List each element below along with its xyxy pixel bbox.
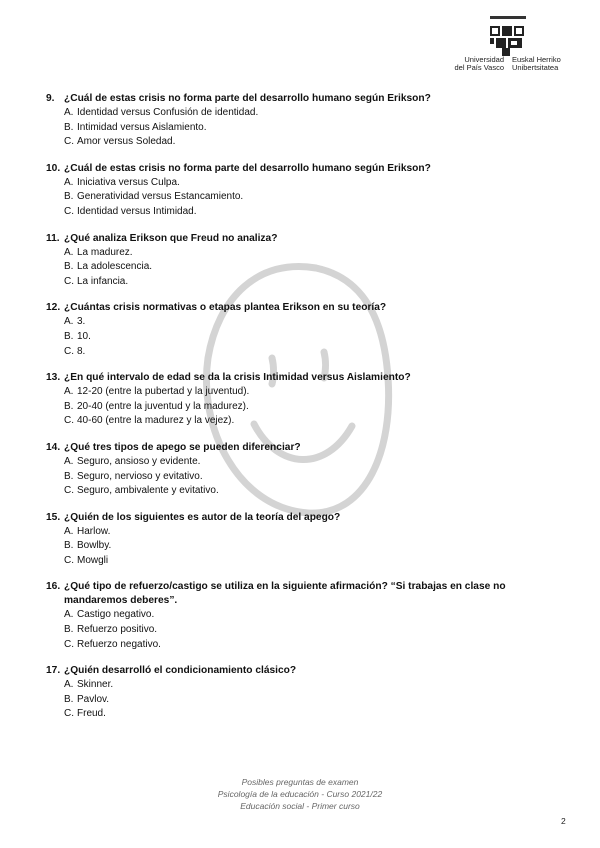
option-label: B.	[64, 540, 74, 552]
option-text: La madurez.	[77, 246, 133, 258]
option-label: B.	[64, 470, 74, 482]
logo-left-line2: del País Vasco	[454, 63, 504, 72]
option-text: Castigo negativo.	[77, 609, 155, 621]
option-label: C.	[64, 205, 74, 217]
option-text: Iniciativa versus Culpa.	[77, 176, 180, 188]
option-list	[46, 385, 566, 429]
logo-text-spanish	[448, 56, 504, 72]
option-text: 10.	[77, 330, 91, 342]
option-label: A.	[64, 679, 74, 691]
option-c	[64, 638, 566, 653]
question-number: 14.	[46, 441, 61, 453]
question-number: 10.	[46, 162, 61, 174]
option-a	[64, 608, 566, 623]
option-a	[64, 315, 566, 330]
question-text: ¿Quién desarrolló el condicionamiento clásico?	[64, 665, 297, 677]
question-text: ¿En qué intervalo de edad se da la crisis Intimidad versus Aislamiento?	[64, 372, 411, 384]
option-label: A.	[64, 455, 74, 467]
option-list	[46, 315, 566, 359]
option-text: Identidad versus Intimidad.	[77, 205, 197, 217]
option-c	[64, 414, 566, 429]
option-list	[46, 455, 566, 499]
option-a	[64, 525, 566, 540]
question-title	[46, 511, 566, 525]
question-16	[46, 580, 566, 652]
question-number: 9.	[46, 93, 55, 104]
question-9	[46, 92, 566, 150]
logo-top-bar	[490, 16, 526, 19]
option-c	[64, 554, 566, 569]
question-text: ¿Quién de los siguientes es autor de la teoría del apego?	[64, 511, 341, 523]
question-title	[46, 92, 566, 106]
option-label: A.	[64, 246, 74, 258]
option-text: 40-60 (entre la madurez y la vejez).	[77, 415, 235, 427]
option-list	[46, 678, 566, 722]
question-number: 11.	[46, 232, 60, 244]
option-text: Harlow.	[77, 525, 111, 537]
question-number: 17.	[46, 665, 61, 677]
question-text: ¿Qué tres tipos de apego se pueden diferenciar?	[64, 441, 301, 453]
option-c	[64, 205, 566, 220]
footer-line-3: Educación social - Primer curso	[240, 801, 360, 811]
question-number: 15.	[46, 511, 61, 523]
option-c	[64, 135, 566, 150]
option-label: A.	[64, 525, 74, 537]
option-text: Seguro, ansioso y evidente.	[77, 455, 201, 467]
option-a	[64, 455, 566, 470]
option-text: Bowlby.	[77, 540, 112, 552]
option-list	[46, 246, 566, 290]
option-label: C.	[64, 275, 74, 287]
question-title	[46, 301, 566, 315]
option-label: C.	[64, 638, 74, 650]
logo-right-line2: Unibertsitatea	[512, 63, 559, 72]
option-c	[64, 484, 566, 499]
question-title	[46, 441, 566, 455]
option-a	[64, 385, 566, 400]
question-list	[46, 92, 566, 734]
university-logo	[448, 12, 566, 72]
question-11	[46, 232, 566, 290]
question-text: ¿Qué tipo de refuerzo/castigo se utiliza en la siguiente afirmación? “Si trabajas en clase no mandaremos deberes”.	[64, 581, 506, 607]
upv-ehu-emblem-icon	[488, 24, 528, 58]
option-list	[46, 176, 566, 220]
option-label: B.	[64, 330, 74, 342]
option-b	[64, 693, 566, 708]
option-a	[64, 246, 566, 261]
option-text: Seguro, ambivalente y evitativo.	[77, 485, 219, 497]
question-15	[46, 511, 566, 569]
logo-left-line1: Universidad	[464, 55, 504, 64]
option-text: Identidad versus Confusión de identidad.	[77, 107, 259, 118]
option-text: Pavlov.	[77, 693, 110, 705]
option-label: C.	[64, 554, 74, 566]
option-label: C.	[64, 708, 74, 720]
option-b	[64, 260, 566, 275]
option-b	[64, 121, 566, 136]
logo-text-basque	[512, 56, 568, 72]
option-c	[64, 707, 566, 722]
option-label: A.	[64, 176, 74, 188]
option-text: Generatividad versus Estancamiento.	[77, 191, 244, 203]
option-label: C.	[64, 345, 74, 357]
option-text: Freud.	[77, 708, 106, 720]
option-a	[64, 678, 566, 693]
option-list	[46, 525, 566, 569]
option-b	[64, 539, 566, 554]
page-footer	[0, 776, 600, 812]
option-label: B.	[64, 191, 74, 203]
question-14	[46, 441, 566, 499]
question-text: ¿Cuántas crisis normativas o etapas plantea Erikson en su teoría?	[64, 302, 387, 314]
option-text: Seguro, nervioso y evitativo.	[77, 470, 203, 482]
question-number: 16.	[46, 581, 61, 593]
option-label: B.	[64, 121, 74, 133]
option-b	[64, 470, 566, 485]
option-text: Refuerzo negativo.	[77, 638, 161, 650]
option-a	[64, 106, 566, 121]
logo-right-line1: Euskal Herriko	[512, 55, 561, 64]
option-text: Refuerzo positivo.	[77, 624, 158, 636]
footer-line-1: Posibles preguntas de examen	[241, 777, 359, 787]
option-label: B.	[64, 400, 74, 412]
question-text: ¿Cuál de estas crisis no forma parte del desarrollo humano según Erikson?	[64, 93, 431, 104]
option-label: A.	[64, 609, 74, 621]
option-list	[46, 608, 566, 652]
question-title	[46, 580, 566, 608]
option-label: B.	[64, 693, 74, 705]
footer-line-2: Psicología de la educación - Curso 2021/22	[217, 789, 383, 799]
option-b	[64, 330, 566, 345]
option-label: B.	[64, 261, 74, 273]
option-label: A.	[64, 316, 74, 328]
option-label: A.	[64, 386, 74, 398]
option-label: A.	[64, 107, 74, 118]
question-title	[46, 371, 566, 385]
option-c	[64, 345, 566, 360]
question-title	[46, 232, 566, 246]
option-b	[64, 400, 566, 415]
option-text: Intimidad versus Aislamiento.	[77, 121, 207, 133]
option-label: C.	[64, 415, 74, 427]
question-text: ¿Qué analiza Erikson que Freud no analiza?	[64, 232, 278, 244]
question-number: 13.	[46, 372, 61, 384]
option-text: 3.	[77, 316, 86, 328]
option-a	[64, 176, 566, 191]
option-label: C.	[64, 136, 74, 148]
option-label: C.	[64, 485, 74, 497]
question-17	[46, 664, 566, 722]
question-title	[46, 664, 566, 678]
question-10	[46, 162, 566, 220]
option-label: B.	[64, 624, 74, 636]
question-13	[46, 371, 566, 429]
option-c	[64, 275, 566, 290]
question-number: 12.	[46, 302, 61, 314]
option-text: 8.	[77, 345, 86, 357]
question-title	[46, 162, 566, 176]
option-list	[46, 106, 566, 150]
question-12	[46, 301, 566, 359]
option-text: La infancia.	[77, 275, 129, 287]
option-b	[64, 190, 566, 205]
page-number: 2	[561, 816, 566, 826]
question-text: ¿Cuál de estas crisis no forma parte del desarrollo humano según Erikson?	[64, 162, 431, 174]
option-text: 12-20 (entre la pubertad y la juventud).	[77, 386, 250, 398]
option-text: Mowgli	[77, 554, 109, 566]
option-text: Skinner.	[77, 679, 114, 691]
option-b	[64, 623, 566, 638]
option-text: 20-40 (entre la juventud y la madurez).	[77, 400, 249, 412]
option-text: Amor versus Soledad.	[77, 136, 176, 148]
option-text: La adolescencia.	[77, 261, 153, 273]
